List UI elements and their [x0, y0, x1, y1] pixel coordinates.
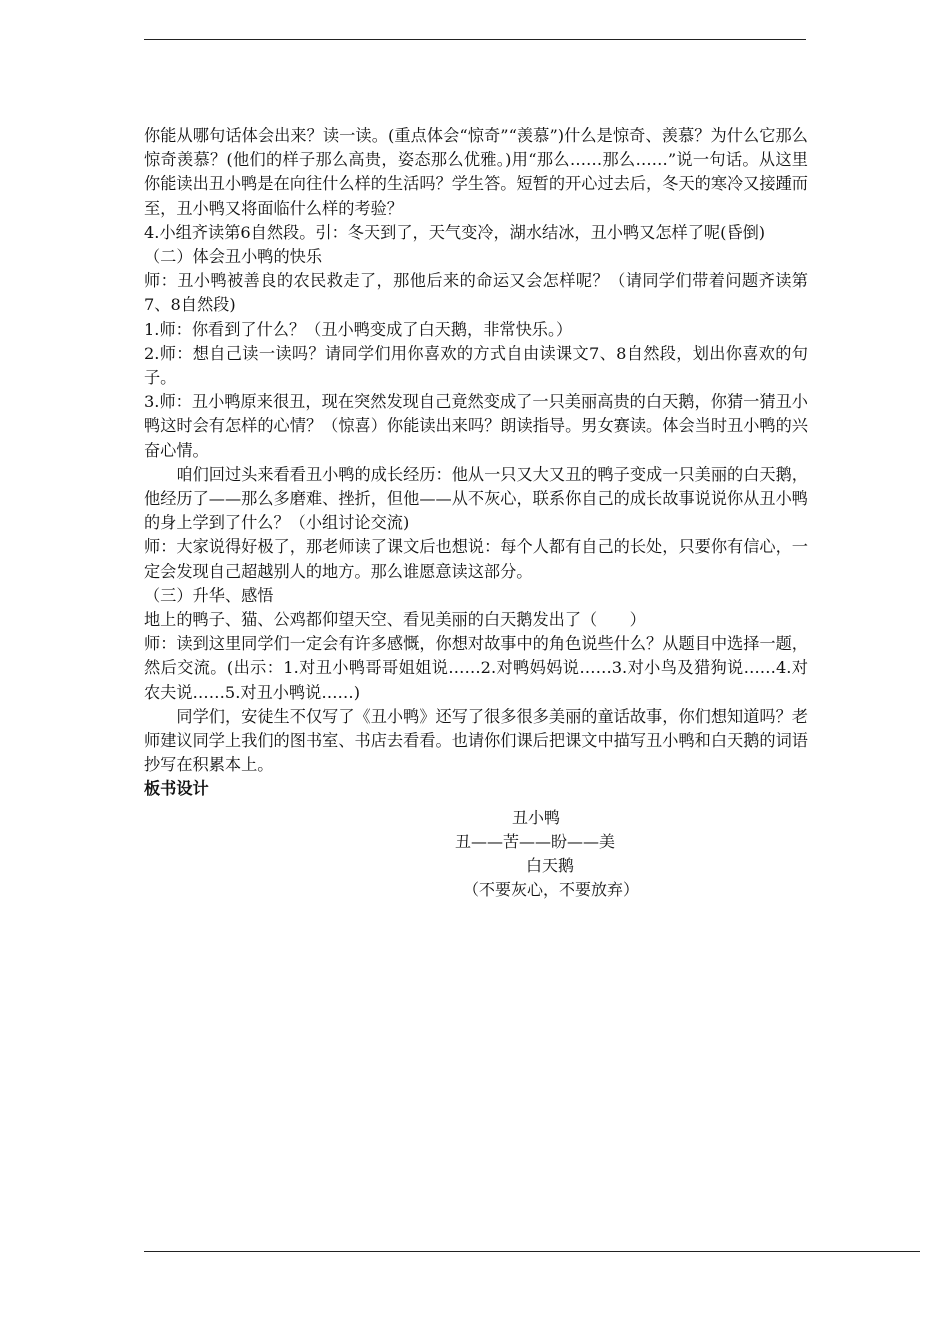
section-heading: （二）体会丑小鸭的快乐	[144, 247, 323, 267]
paragraph: 你能从哪句话体会出来？读一读。(重点体会“惊奇”“羡慕”)什么是惊奇、羡慕？为什么它那么惊奇羡慕？(他们的样子那么高贵，姿态那么优雅。)用“那么……那么……”说一句话。从这里你能读出丑小鸭是在向往什么样的生活吗？学生答。短暂的开心过去后，冬天的寒冷又接踵而至，丑小鸭又将面临什么样的考验？	[144, 126, 808, 218]
paragraph: 3.师：丑小鸭原来很丑，现在突然发现自己竟然变成了一只美丽高贵的白天鹅，你猜一猜丑小鸭这时会有怎样的心情？（惊喜）你能读出来吗？朗读指导。男女赛读。体会当时丑小鸭的兴奋心情。	[144, 392, 808, 460]
header-rule	[144, 39, 806, 40]
paragraph: 地上的鸭子、猫、公鸡都仰望天空、看见美丽的白天鹅发出了（ ）	[144, 610, 646, 630]
paragraph: 师：丑小鸭被善良的农民救走了，那他后来的命运又会怎样呢？（请同学们带着问题齐读第7、8自然段)	[144, 271, 808, 315]
board-line-swan: 白天鹅	[525, 855, 574, 875]
board-line-motto: （不要灰心，不要放弃）	[462, 879, 639, 899]
board-line-stages: 丑——苦——盼——美	[454, 831, 615, 851]
board-design	[144, 806, 808, 902]
paragraph: 同学们，安徒生不仅写了《丑小鸭》还写了很多很多美丽的童话故事，你们想知道吗？老师建议同学上我们的图书室、书店去看看。也请你们课后把课文中描写丑小鸭和白天鹅的词语抄写在积累本上。	[144, 706, 808, 775]
document-body	[144, 124, 808, 902]
board-line-title: 丑小鸭	[511, 807, 560, 827]
paragraph: 咱们回过头来看看丑小鸭的成长经历：他从一只又大又丑的鸭子变成一只美丽的白天鹅，他经历了——那么多磨难、挫折，但他——从不灰心，联系你自己的成长故事说说你从丑小鸭的身上学到了什么？（小组讨论交流)	[144, 464, 808, 533]
paragraph: 师：大家说得好极了，那老师读了课文后也想说：每个人都有自己的长处，只要你有信心，一定会发现自己超越别人的地方。那么谁愿意读这部分。	[144, 537, 808, 581]
paragraph: 1.师：你看到了什么？（丑小鸭变成了白天鹅，非常快乐。）	[144, 319, 573, 339]
paragraph: 2.师：想自己读一读吗？请同学们用你喜欢的方式自由读课文7、8自然段，划出你喜欢的句子。	[144, 343, 808, 388]
section-heading: （三）升华、感悟	[144, 585, 274, 605]
footer-rule	[144, 1251, 920, 1252]
paragraph: 4.小组齐读第6自然段。引：冬天到了，天气变冷，湖水结冰，丑小鸭又怎样了呢(昏倒)	[144, 222, 766, 242]
board-design-heading: 板书设计	[144, 779, 209, 799]
paragraph: 师：读到这里同学们一定会有许多感慨，你想对故事中的角色说些什么？从题目中选择一题，然后交流。(出示：1.对丑小鸭哥哥姐姐说……2.对鸭妈妈说……3.对小鸟及猎狗说……4.对农夫说……5.对丑小鸭说……)	[144, 634, 808, 702]
